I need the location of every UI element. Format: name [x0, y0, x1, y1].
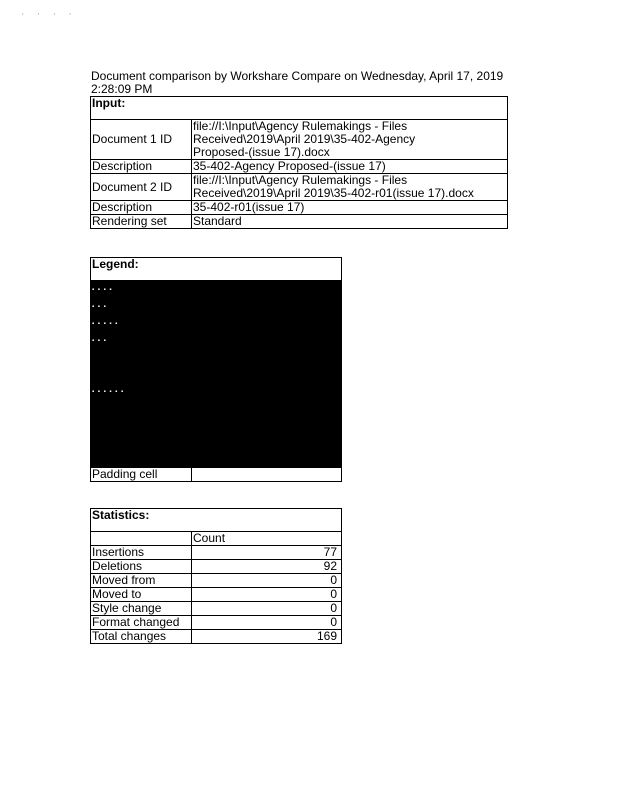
legend-swatch: [91, 400, 192, 417]
row-value: [192, 160, 508, 174]
statistics-title: Statistics:: [91, 509, 342, 532]
stat-value: 169: [192, 630, 342, 644]
statistics-table: [90, 508, 342, 644]
stat-value: 92: [192, 560, 342, 574]
legend-swatch: [192, 366, 342, 383]
header-line-1: Document comparison by Workshare Compare on Wednesday, April 17, 2019: [91, 69, 504, 83]
statistics-title-row: [91, 509, 342, 532]
stat-label: Style change: [91, 602, 192, 616]
stat-label: Total changes: [91, 630, 192, 644]
value-line: file://I:\Input\Agency Rulemakings - Files: [193, 119, 408, 133]
legend-row: [91, 315, 342, 332]
row-value: [192, 201, 508, 215]
stat-value: 0: [192, 574, 342, 588]
legend-swatch: ▪ ▪ ▪ ▪ ▪: [91, 315, 192, 332]
table-row: [91, 560, 342, 574]
table-row: [91, 546, 342, 560]
legend-swatch: [91, 417, 192, 434]
row-value: [192, 174, 508, 201]
stat-value: 0: [192, 616, 342, 630]
legend-swatch: [192, 434, 342, 451]
legend-table: [90, 257, 342, 482]
row-value: [192, 120, 508, 160]
value-line: 35-402-r01(issue 17): [193, 200, 305, 214]
legend-swatch: ▪ ▪ ▪ ▪: [91, 281, 192, 298]
input-title-row: [91, 97, 508, 120]
legend-title: Legend:: [91, 258, 342, 281]
legend-row: [91, 298, 342, 315]
legend-title-row: [91, 258, 342, 281]
scan-marks: ' ' ' ': [22, 12, 77, 21]
row-label: Description: [91, 201, 192, 215]
stat-value: 0: [192, 588, 342, 602]
table-row: [91, 588, 342, 602]
legend-row: [91, 400, 342, 417]
legend-swatch: [192, 332, 342, 349]
legend-swatch: [192, 417, 342, 434]
value-line: Proposed-(issue 17).docx: [193, 145, 330, 159]
statistics-header-row: [91, 532, 342, 546]
count-header: Count: [192, 532, 342, 546]
value-line: file://I:\Input\Agency Rulemakings - Files: [193, 173, 408, 187]
legend-swatch: [192, 349, 342, 366]
table-row: [91, 616, 342, 630]
stat-label: Moved to: [91, 588, 192, 602]
table-row: [91, 602, 342, 616]
legend-swatch: [192, 298, 342, 315]
stat-label: Format changed: [91, 616, 192, 630]
table-row: [91, 630, 342, 644]
padding-cell-label: Padding cell: [91, 468, 192, 482]
legend-padding-row: [91, 468, 342, 482]
table-row: [91, 160, 508, 174]
header-line-2: 2:28:09 PM: [91, 82, 153, 96]
value-line: Received\2019\April 2019\35-402-Agency: [193, 132, 416, 146]
row-label: Rendering set: [91, 215, 192, 229]
document-header: [91, 70, 521, 96]
legend-swatch: ▪ ▪ ▪ ▪ ▪ ▪: [91, 383, 192, 400]
row-value: [192, 215, 508, 229]
legend-swatch: [192, 400, 342, 417]
table-row: [91, 215, 508, 229]
table-row: [91, 201, 508, 215]
legend-swatch: [192, 451, 342, 468]
stat-label: Insertions: [91, 546, 192, 560]
header-blank: [91, 532, 192, 546]
legend-swatch: ▪ ▪ ▪: [91, 298, 192, 315]
legend-row: [91, 417, 342, 434]
legend-swatch: [192, 383, 342, 400]
stat-label: Deletions: [91, 560, 192, 574]
legend-swatch: [91, 366, 192, 383]
legend-row: [91, 366, 342, 383]
value-line: Standard: [193, 214, 242, 228]
value-line: 35-402-Agency Proposed-(issue 17): [193, 159, 386, 173]
legend-row: [91, 383, 342, 400]
legend-swatch: ▪ ▪ ▪: [91, 332, 192, 349]
legend-swatch: [91, 349, 192, 366]
legend-row: [91, 349, 342, 366]
legend-row: [91, 332, 342, 349]
padding-cell: [192, 468, 342, 482]
table-row: [91, 574, 342, 588]
stat-value: 0: [192, 602, 342, 616]
legend-swatch: [192, 315, 342, 332]
legend-row: [91, 451, 342, 468]
row-label: Document 2 ID: [91, 174, 192, 201]
legend-row: [91, 281, 342, 298]
stat-label: Moved from: [91, 574, 192, 588]
table-row: [91, 174, 508, 201]
input-table: [90, 96, 508, 229]
legend-row: [91, 434, 342, 451]
table-row: [91, 120, 508, 160]
stat-value: 77: [192, 546, 342, 560]
legend-swatch: [91, 434, 192, 451]
row-label: Description: [91, 160, 192, 174]
row-label: Document 1 ID: [91, 120, 192, 160]
legend-swatch: [91, 451, 192, 468]
value-line: Received\2019\April 2019\35-402-r01(issue 17).docx: [193, 186, 474, 200]
input-title: Input:: [91, 97, 508, 120]
legend-swatch: [192, 281, 342, 298]
